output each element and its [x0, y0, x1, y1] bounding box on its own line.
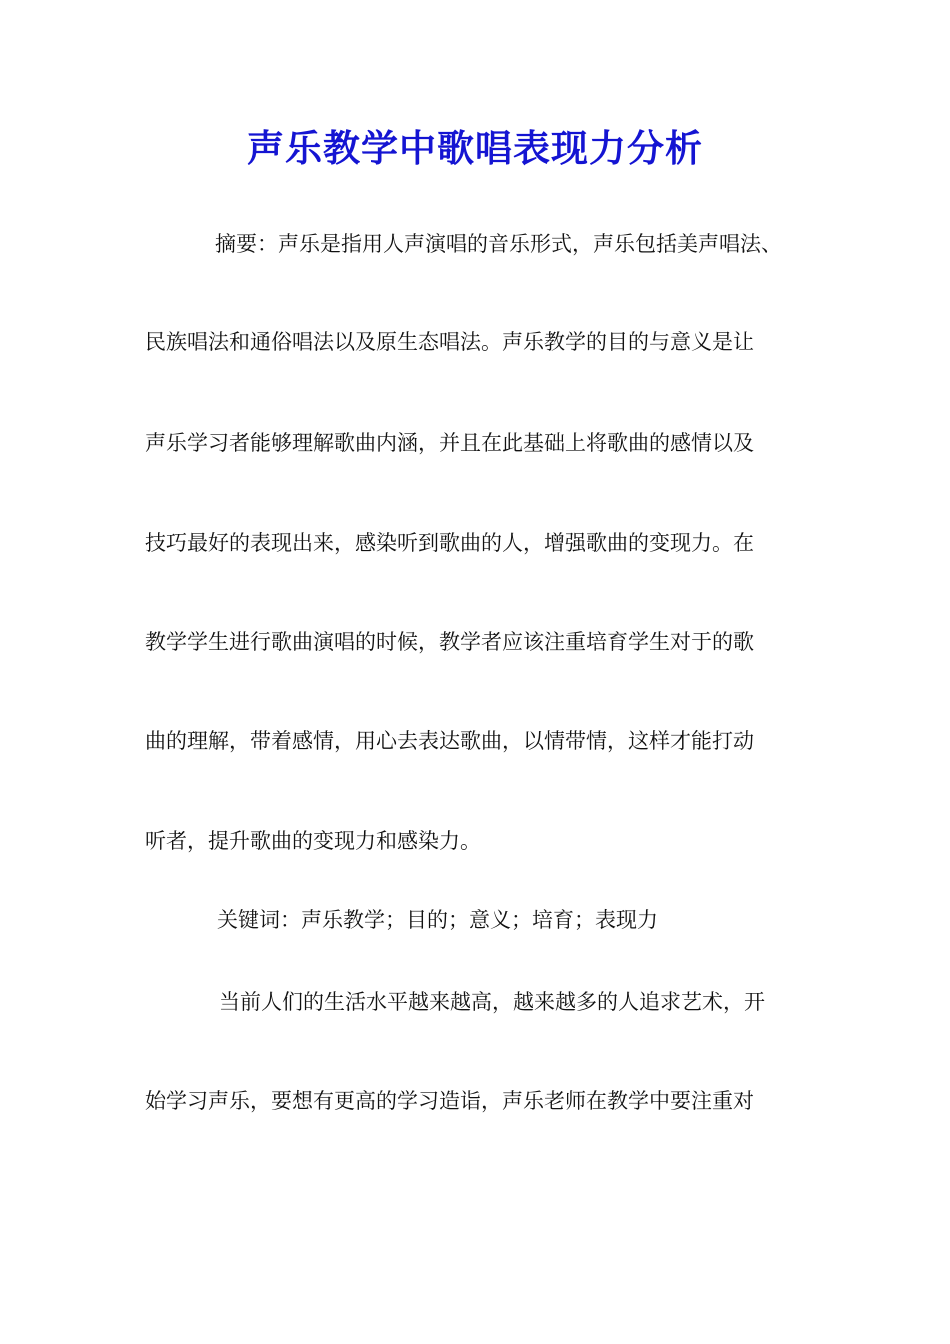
keywords-line: 关键词：声乐教学；目的；意义；培育；表现力	[217, 908, 658, 932]
body-line: 当前人们的生活水平越来越高，越来越多的人追求艺术，开	[219, 990, 765, 1014]
body-line: 始学习声乐，要想有更高的学习造诣，声乐老师在教学中要注重对	[145, 1089, 754, 1113]
abstract-line: 技巧最好的表现出来，感染听到歌曲的人，增强歌曲的变现力。在	[145, 531, 754, 555]
abstract-line: 教学学生进行歌曲演唱的时候，教学者应该注重培育学生对于的歌	[145, 630, 754, 654]
document-title: 声乐教学中歌唱表现力分析	[247, 126, 703, 170]
abstract-line: 曲的理解，带着感情，用心去表达歌曲，以情带情，这样才能打动	[145, 729, 754, 753]
abstract-line: 摘要：声乐是指用人声演唱的音乐形式，声乐包括美声唱法、	[215, 232, 782, 256]
abstract-line: 民族唱法和通俗唱法以及原生态唱法。声乐教学的目的与意义是让	[145, 330, 754, 354]
abstract-line: 听者，提升歌曲的变现力和感染力。	[145, 829, 481, 853]
abstract-line: 声乐学习者能够理解歌曲内涵，并且在此基础上将歌曲的感情以及	[145, 431, 754, 455]
